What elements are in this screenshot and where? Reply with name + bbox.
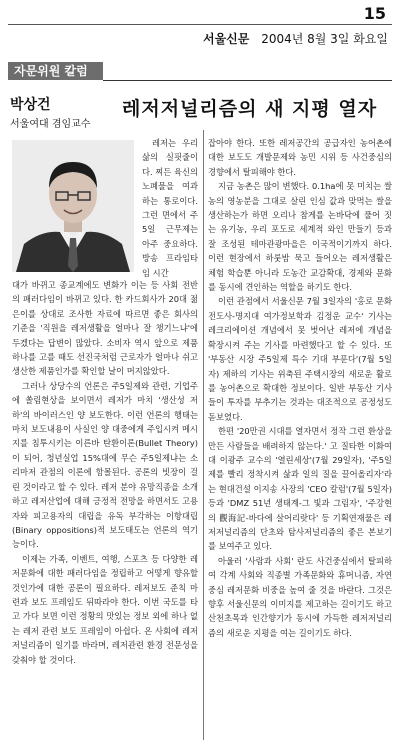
paragraph: 아울러 '사람과 사회' 란도 사건중심에서 탈피하여 각계 사회와 직종별 가족문화와 휴머니즘, 자연중심 레저문화 비중을 높여 줄 것을 바란다. 그것은 향후 서울신문의 이미지를 제고하는 길이기도 하고 산천초목과 인간향기가 동시에 가득한 레저저널리즘의 새로운 지평을 여는 길이기도 하다. bbox=[208, 555, 392, 638]
author-name: 박상건 bbox=[10, 97, 51, 113]
section-label: 자문위원 칼럼 bbox=[8, 62, 103, 80]
paragraph: 그러나 상당수의 언론은 주5일제와 관련, 기업주에 쏠림현상을 보이면서 레저가 마치 '생산성 저하'의 바이러스인 양 보도한다. 이런 언론의 행태는 마치 보도내용이 사실인 양 대중에게 주입시켜 메시지를 침투시키는 이른바 탄환이론(Bullet Theory)이 되어, 청년실업 15%대에 무슨 주5일제냐는 소리마저 관점의 이론에 함몰된다. 공론의 빗장이 걸린 것이라고 할 수 있다. 레저 분야 유망직종을 소개하고 레저산업에 대해 긍정적 전망을 하면서도 고용자와 피고용자의 대립을 유독 부각하는 이항대립(Binary oppositions)적 보도태도는 언론의 역기능이다. bbox=[12, 380, 198, 550]
newspaper-name: 서울신문 bbox=[202, 32, 250, 46]
top-rule bbox=[8, 24, 392, 25]
headline: 레저저널리즘의 새 지평 열자 bbox=[122, 98, 378, 120]
column2-body bbox=[208, 136, 392, 640]
paragraph: 이제는 가족, 이벤트, 여행, 스포츠 등 다양한 레저문화에 대한 패러다임을 정립하고 어떻게 향유할 것인가에 대한 공론이 필요하다. 레저보도 준칙 마련과 보도 프레임도 뒤따라야 한다. 이번 국도를 타고 가다 보면 이런 정황의 맛있는 정보 외에 하나 없는 레저 관련 보도 프레임이 아쉽다. 온 사회에 레저저널리즘이 일기를 바라며, 레저관련 환경 전문성을 갖춰야 할 것이다. bbox=[12, 553, 198, 665]
column-divider bbox=[203, 130, 204, 740]
paragraph: 이런 관점에서 서울신문 7월 3일자의 '홍로 문화 전도사-명지대 여가정보학과 김정운 교수' 기사는 레크리에이션 개념에서 못 벗어난 레저에 개념을 확장시켜 주는 기사를 마련했다고 할 수 있다. 또 '부동산 시장 주5일제 특수 기대 부푼다'(7월 5일자) 제하의 기사는 위축된 주택시장의 새로운 활로를 농어촌으로 확대한 정보이다. 일반 부동산 기사들이 투자를 부추기는 것과는 대조적으로 공정성도 돋보였다. bbox=[208, 296, 392, 422]
author-photo bbox=[12, 140, 134, 272]
author-title: 서울여대 겸임교수 bbox=[10, 119, 91, 130]
column1-intro bbox=[142, 136, 198, 280]
page-number: 15 bbox=[363, 4, 386, 23]
paragraph: 레저는 우리 삶의 실핏줄이다. 찌든 육신의 노폐물을 여과하는 통로이다. 그런 면에서 주5일 근무제는 아주 중요하다. 방송 프라임타임 시간 bbox=[142, 138, 199, 278]
paragraph: 한편 '20만권 시대를 열자면서 정작 그런 환상을 만든 사람들을 배려하지 않는다.' 고 질타한 이화여대 이광주 교수의 '열린세상'(7월 29일자), '주5일제를 빨리 정착시켜 삶과 일의 질을 끌어올리자'라는 현대건설 이지송 사장의 'CEO 칼럼'(7월 5일자) 등과 'DMZ 51년 생태계-그 빛과 그림자', '주강현의 觀海記-바다에 살어리랏다' 등 기획연재물은 레저저널리즘의 단초와 탐사저널리즘의 좋은 본보기를 보여주고 있다. bbox=[208, 426, 392, 552]
section-rule bbox=[103, 80, 392, 81]
paragraph: 대가 바뀌고 종교계에도 변화가 이는 등 사회 전반의 패러다임이 바뀌고 있다. 한 카드회사가 20대 젊은이를 상대로 조사한 자료에 따르면 좋은 회사의 기준을 '직원을 레저생활을 얼마나 잘 챙기느냐'에 두겠다는 답변이 많았다. 소비자 역시 앞으로 제품 하나를 고를 때도 선진국처럼 근로자가 얼마나 쉬고 생산한 제품인가를 확인할 날이 머지않았다. bbox=[12, 280, 198, 377]
masthead bbox=[203, 30, 388, 47]
column1-body bbox=[12, 278, 198, 667]
paragraph: 잡아야 한다. 또한 레저공간의 공급자인 농어촌에 대한 보도도 개발문제와 농민 시위 등 사건중심의 경향에서 탈피해야 한다. bbox=[208, 138, 392, 177]
issue-date: 2004년 8월 3일 화요일 bbox=[261, 32, 388, 46]
paragraph: 지금 농촌은 많이 변했다. 0.1ha에 못 미치는 쌀농의 영농분을 그대로 살린 인심 값과 맞먹는 쌀을 생산하는가 하면 오리나 참게를 논바닥에 풀어 짓는 유기농, 우리 포도로 세계적 와인 만들기 등과 잘 조성된 테마관광마을은 이국적이기까지 하다. 이런 현장에서 하룻밤 묵고 들어오는 레저생활은 체험 학습뿐 아니라 도농간 교감확대, 경제와 문화를 동시에 견인하는 역할을 하기도 한다. bbox=[208, 181, 392, 293]
